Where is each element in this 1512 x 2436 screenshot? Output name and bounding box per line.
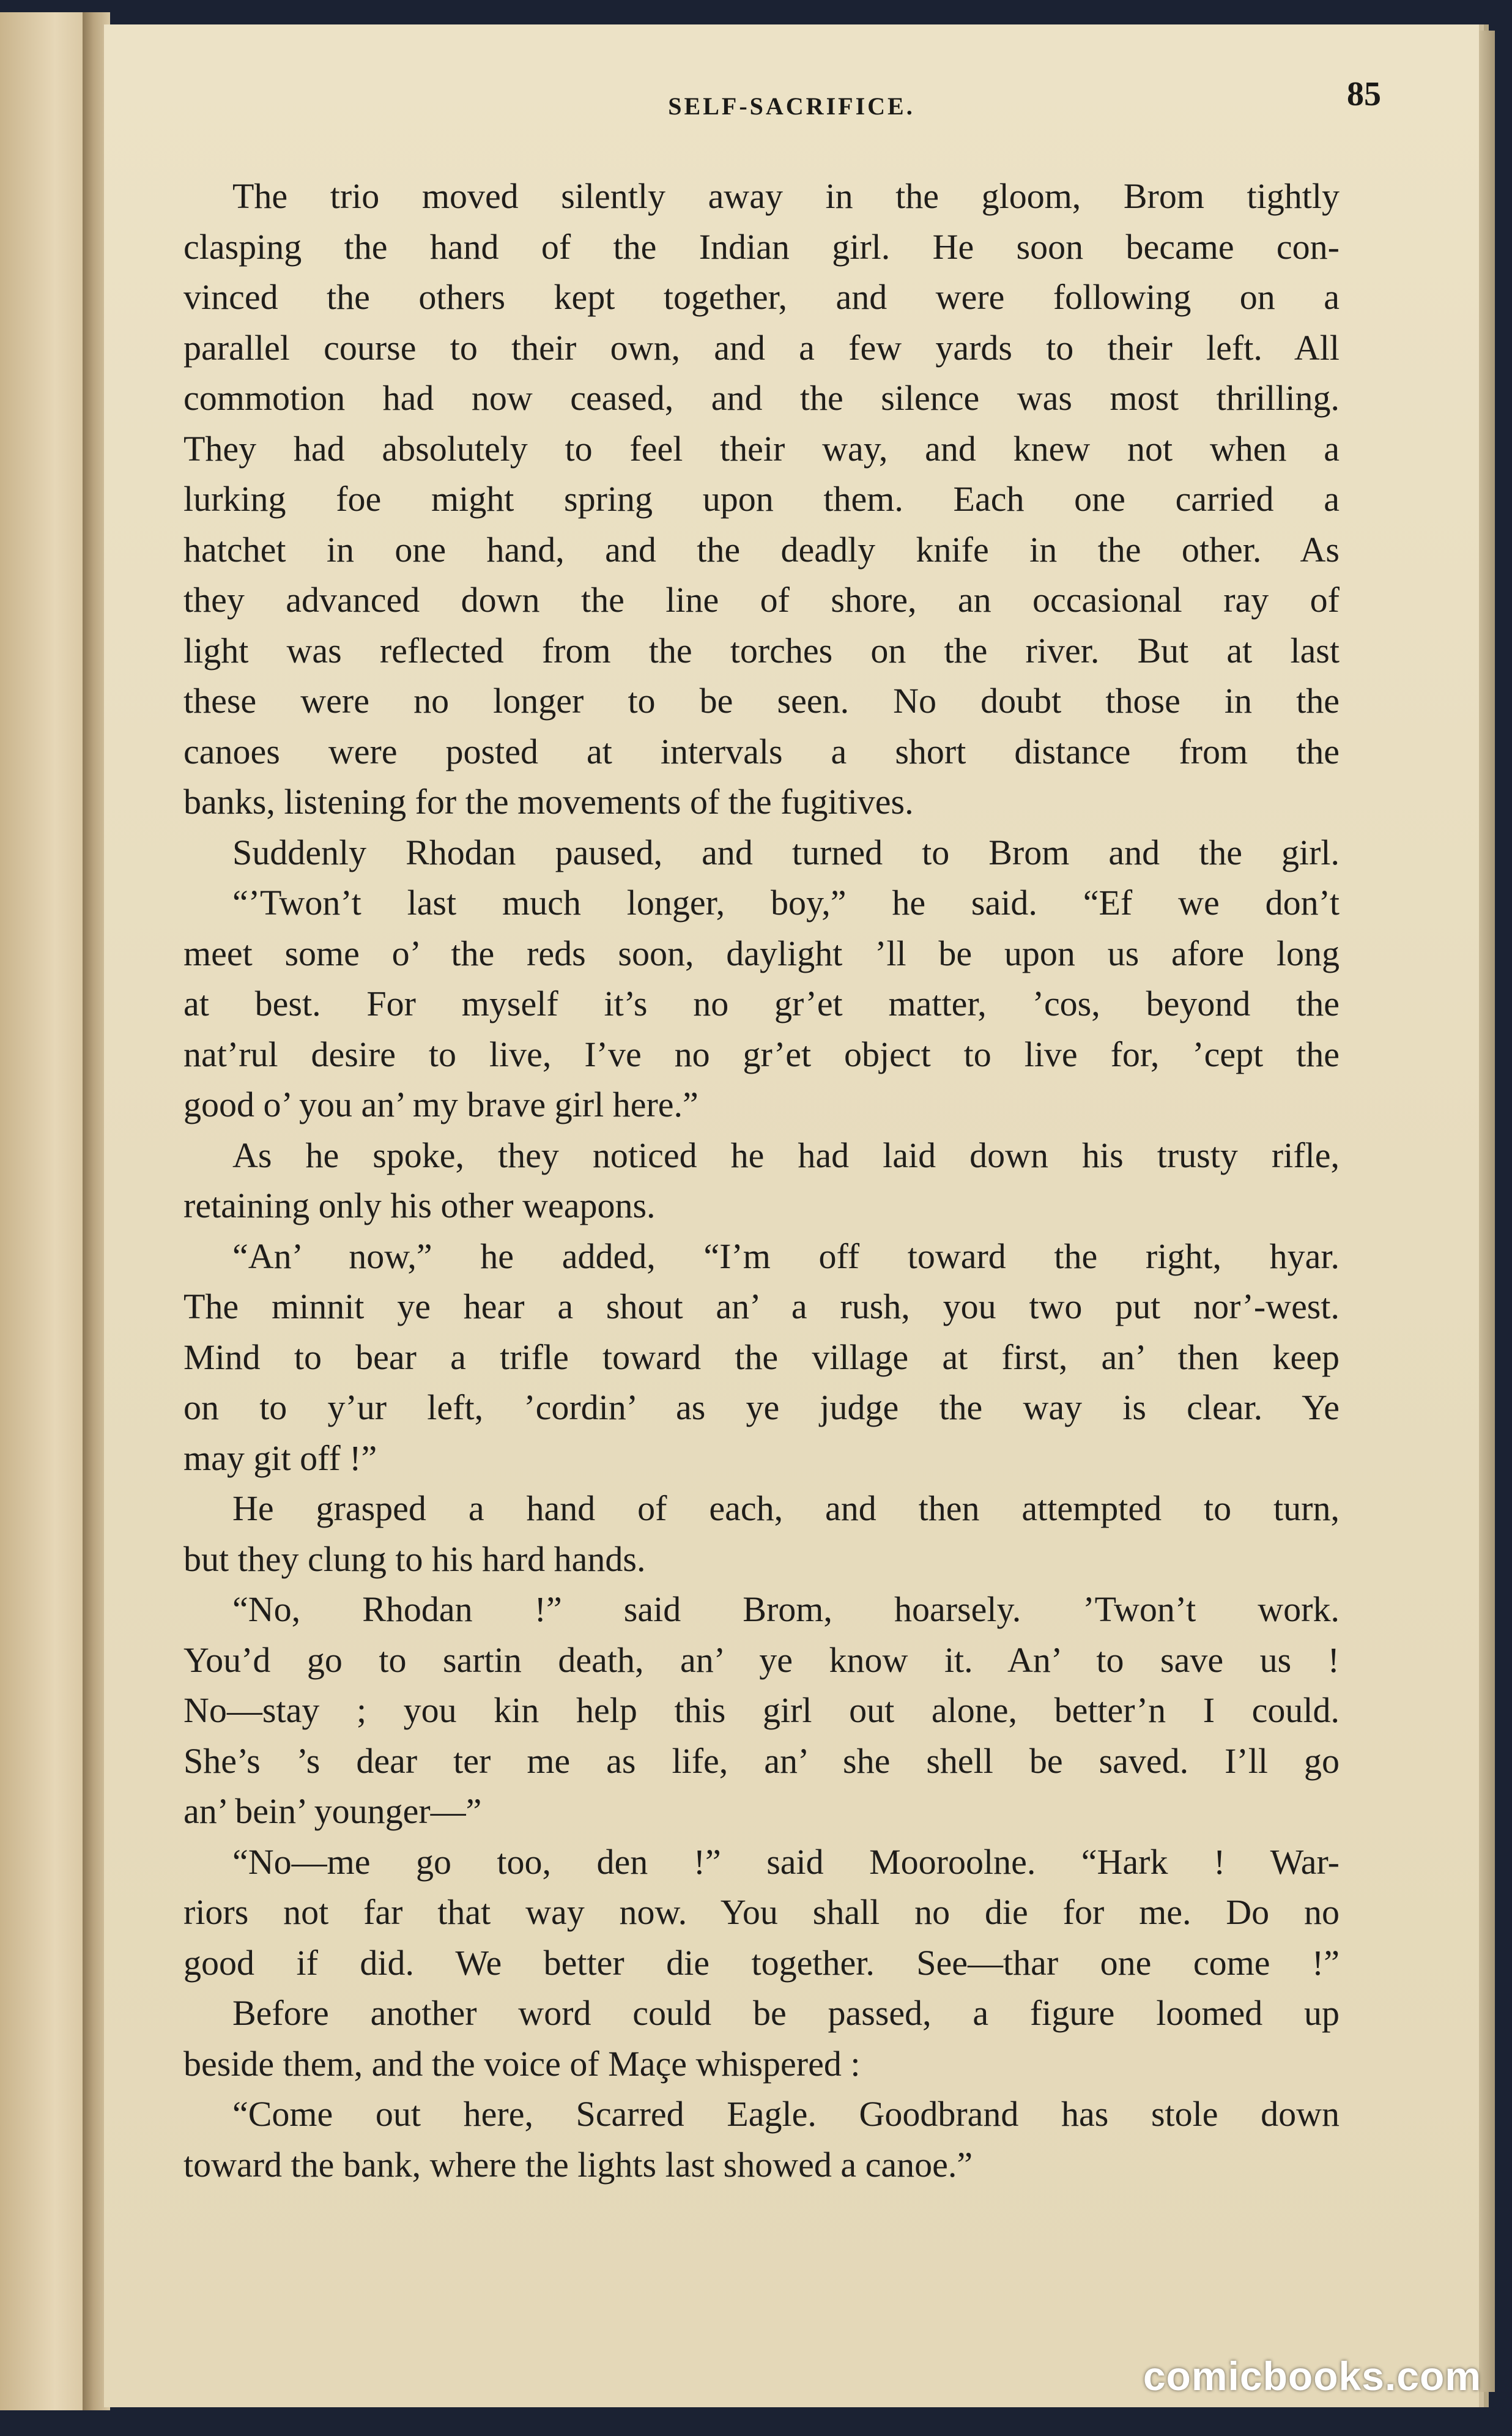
text-line: but they clung to his hard hands. [183, 1539, 646, 1579]
text-line: good o’ you an’ my brave girl here.” [183, 1085, 699, 1124]
text-line: commotion had now ceased, and the silence was most thrilling. [183, 378, 1340, 418]
text-line: banks, listening for the movements of the fugitives. [183, 782, 914, 822]
text-line: may git off !” [183, 1438, 377, 1478]
book-page [104, 24, 1479, 2407]
text-line: “No, Rhodan !” said Brom, hoarsely. ’Twon’t work. [232, 1589, 1340, 1629]
text-line: vinced the others kept together, and were following on a [183, 277, 1340, 317]
text-line: toward the bank, where the lights last showed a canoe.” [183, 2144, 973, 2185]
text-line: Suddenly Rhodan paused, and turned to Brom and the girl. [232, 832, 1340, 872]
text-line: “No—me go too, den !” said Mooroolne. “Hark ! War- [232, 1841, 1340, 1882]
text-line: these were no longer to be seen. No doubt those in the [183, 681, 1340, 721]
text-line: The minnit ye hear a shout an’ a rush, you two put nor’-west. [183, 1287, 1340, 1326]
text-line: parallel course to their own, and a few yards to their left. All [183, 327, 1340, 368]
text-line: canoes were posted at intervals a short distance from the [183, 731, 1340, 771]
text-line: riors not far that way now. You shall no die for me. Do no [183, 1892, 1340, 1932]
text-line: No—stay ; you kin help this girl out alone, better’n I could. [183, 1690, 1340, 1730]
text-line: The trio moved silently away in the gloom, Brom tightly [232, 176, 1340, 216]
text-line: “Come out here, Scarred Eagle. Goodbrand has stole down [232, 2094, 1340, 2134]
text-line: light was reflected from the torches on the river. But at last [183, 630, 1340, 670]
text-line: As he spoke, they noticed he had laid down his trusty rifle, [232, 1135, 1340, 1175]
running-head: SELF-SACRIFICE. [668, 92, 915, 120]
text-line: clasping the hand of the Indian girl. He soon became con- [183, 226, 1340, 267]
facing-page-edge [0, 12, 92, 2410]
text-line: “An’ now,” he added, “I’m off toward the right, hyar. [232, 1236, 1340, 1276]
text-line: Before another word could be passed, a figure loomed up [232, 1993, 1340, 2033]
text-line: You’d go to sartin death, an’ ye know it. An’ to save us ! [183, 1639, 1340, 1680]
watermark: comicbooks.com [1143, 2353, 1481, 2399]
text-line: Mind to bear a trifle toward the village at first, an’ then keep [183, 1337, 1340, 1377]
body-text [183, 171, 1340, 2190]
text-line: retaining only his other weapons. [183, 1186, 656, 1225]
text-line: hatchet in one hand, and the deadly knife in the other. As [183, 529, 1340, 570]
text-line: an’ bein’ younger—” [183, 1791, 482, 1831]
text-line: meet some o’ the reds soon, daylight ’ll be upon us afore long [183, 933, 1340, 973]
text-line: He grasped a hand of each, and then attempted to turn, [232, 1488, 1340, 1528]
text-line: good if did. We better die together. See—thar one come !” [183, 1942, 1340, 1983]
text-line: they advanced down the line of shore, an occasional ray of [183, 580, 1340, 620]
text-line: on to y’ur left, ’cordin’ as ye judge the way is clear. Ye [183, 1387, 1340, 1427]
text-line: at best. For myself it’s no gr’et matter, ’cos, beyond the [183, 984, 1340, 1023]
text-line: They had absolutely to feel their way, and knew not when a [183, 428, 1340, 469]
text-line: lurking foe might spring upon them. Each one carried a [183, 479, 1340, 519]
text-line: nat’rul desire to live, I’ve no gr’et object to live for, ’cept the [183, 1034, 1340, 1074]
page-number: 85 [1347, 75, 1381, 113]
text-line: She’s ’s dear ter me as life, an’ she shell be saved. I’ll go [183, 1740, 1340, 1781]
page-stack-edge [1479, 31, 1495, 2392]
text-line: “’Twon’t last much longer, boy,” he said. “Ef we don’t [232, 883, 1340, 923]
text-line: beside them, and the voice of Maçe whispered : [183, 2043, 861, 2084]
